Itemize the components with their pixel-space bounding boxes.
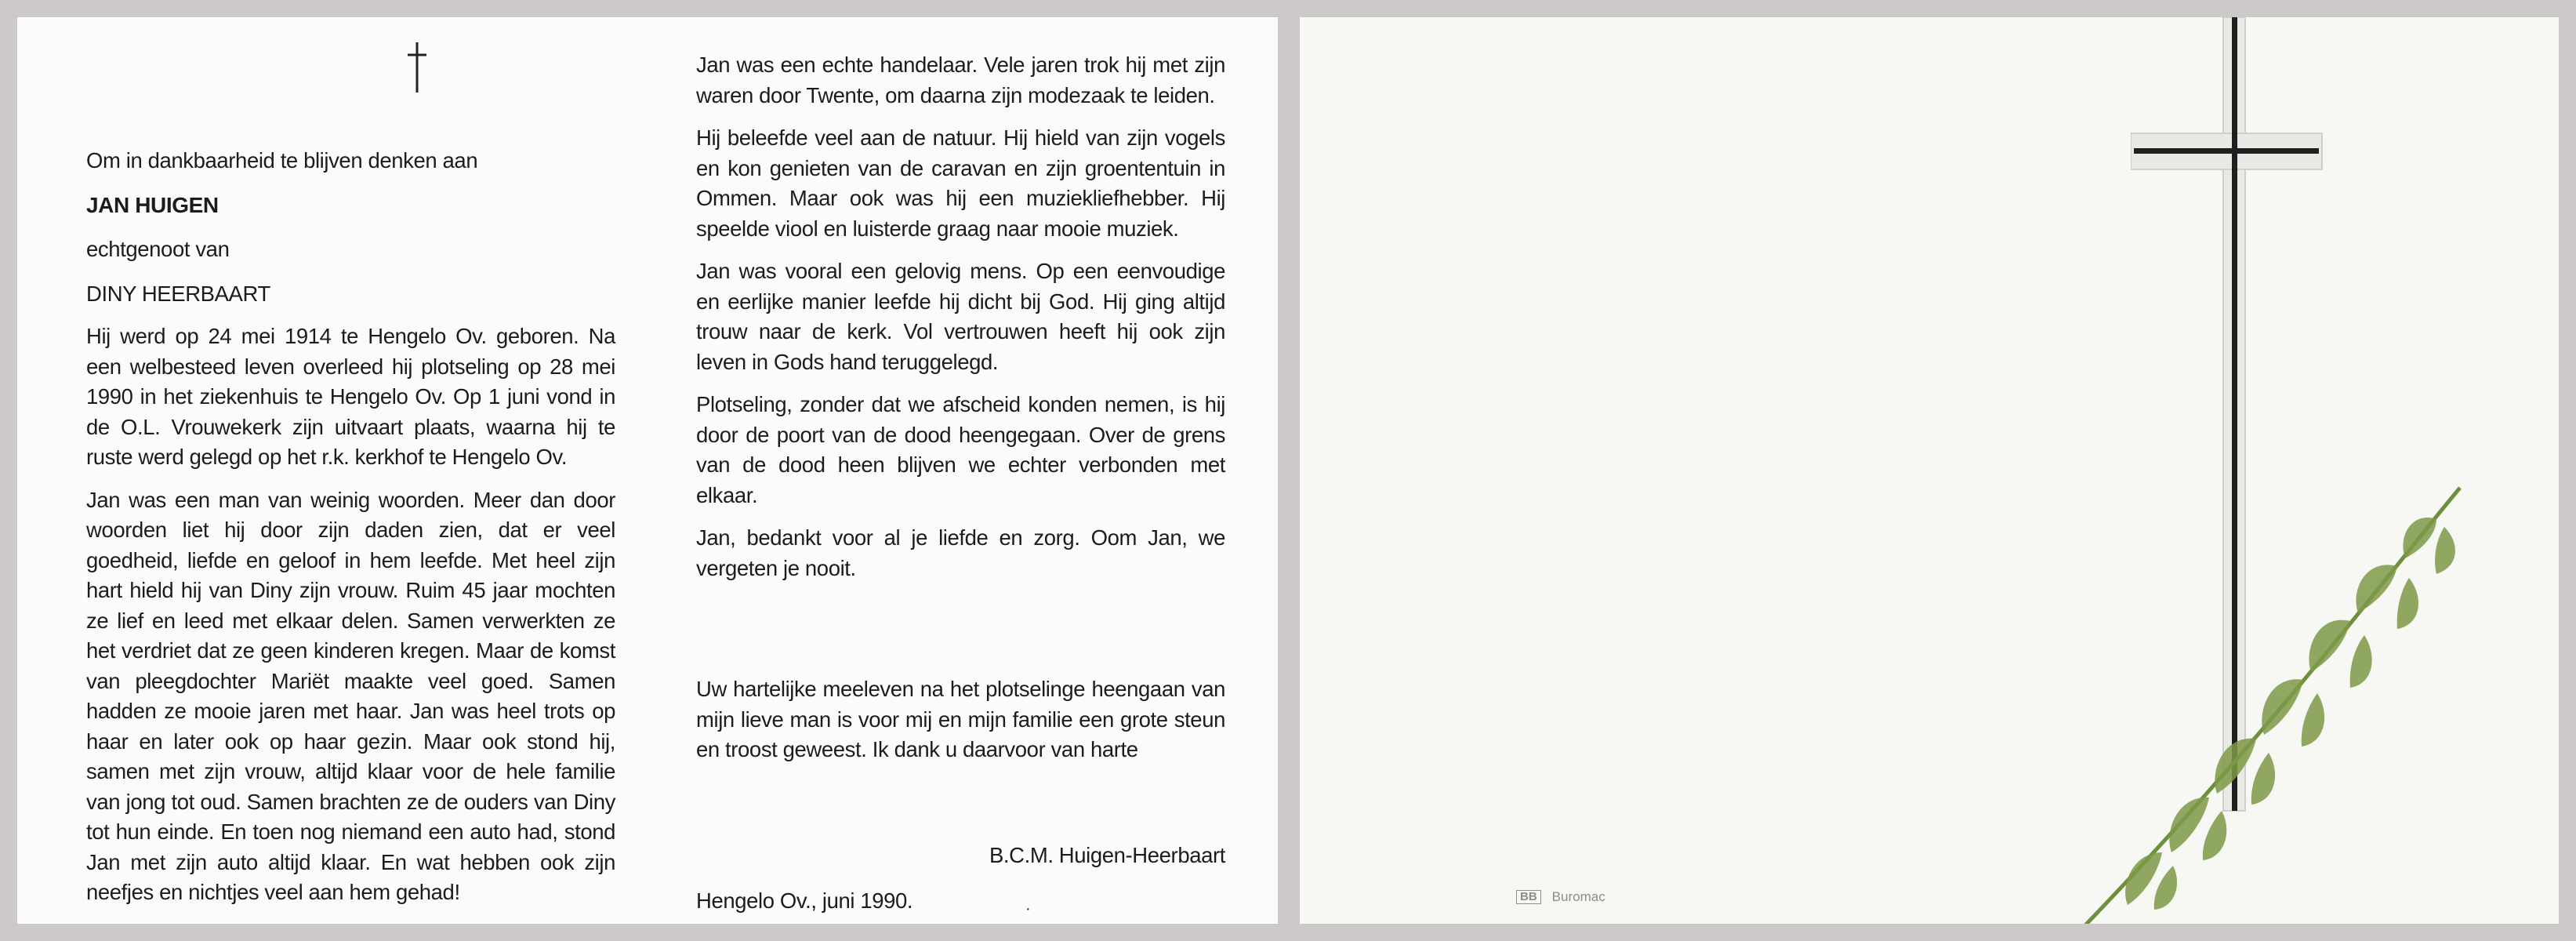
memorial-intro: [86, 146, 615, 309]
small-cross-icon: [401, 41, 433, 96]
paragraph-character: Jan was een man van weinig woorden. Meer dan door woorden liet hij door zijn daden zien, dat er veel goedheid, liefde en geloof in hem leefde. Met heel zijn hart hield hij van Diny zijn vrouw. Ruim 45 jaar mochten ze lief en leed met elkaar delen. Samen verwerkten ze het verdriet dat ze geen kinderen kregen. Maar de komst van pleegdochter Mariët maakte veel goed. Samen hadden ze mooie jaren met haar. Jan was heel trots op haar en later ook op haar gezin. Maar ook stond hij, samen met zijn vrouw, altijd klaar voor de hele familie van jong tot oud. Samen brachten ze de ouders van Diny tot hun einde. En toen nog niemand een auto had, stond Jan met zijn auto altijd klaar. En wat hebben ook zijn neefjes en nichtjes veel aan hem gehad!: [86, 487, 615, 904]
paragraph-birth-death: Hij werd op 24 mei 1914 te Hengelo Ov. geboren. Na een welbesteed leven overleed hij plotseling op 28 mei 1990 in het ziekenhuis te Hengelo Ov. Op 1 juni vond in de O.L. Vrouwekerk zijn uitvaart plaats, waarna hij te ruste werd gelegd op het r.k. kerkhof te Hengelo Ov.: [86, 324, 615, 469]
prayer-card-cover: [1300, 17, 2559, 924]
prayer-card-inside: [17, 17, 1278, 924]
deceased-name: JAN HUIGEN: [86, 192, 219, 217]
spouse-name: DINY HEERBAART: [86, 281, 270, 306]
printer-imprint: [1516, 889, 1605, 905]
signature: B.C.M. Huigen-Heerbaart: [989, 843, 1225, 867]
paragraph-nature: Hij beleefde veel aan de natuur. Hij hield van zijn vogels en kon genieten van de caravan en zijn groententuin in Ommen. Maar ook was hij een muziekliefhebber. Hij speelde viool en luisterde graag naar mooie muziek.: [696, 125, 1225, 241]
paragraph-faith: Jan was vooral een gelovig mens. Op een eenvoudige en eerlijke manier leefde hij dicht bij God. Hij ging altijd trouw naar de kerk. Vol vertrouwen heeft hij ook zijn leven in Gods hand teruggelegd.: [696, 259, 1225, 374]
paragraph-thanks-jan: Jan, bedankt voor al je liefde en zorg. Oom Jan, we vergeten je nooit.: [696, 525, 1225, 580]
maker-logo: BB: [1516, 890, 1541, 904]
palm-branch-icon: [2068, 464, 2476, 924]
intro-line: Om in dankbaarheid te blijven denken aan: [86, 148, 478, 173]
maker-name: Buromac: [1551, 889, 1605, 904]
relation-line: echtgenoot van: [86, 237, 230, 261]
paragraph-work: Jan was een echte handelaar. Vele jaren trok hij met zijn waren door Twente, om daarna zijn modezaak te leiden.: [696, 53, 1225, 107]
left-body-text: [86, 322, 615, 908]
paragraph-farewell: Plotseling, zonder dat we afscheid konden nemen, is hij door de poort van de dood heengegaan. Over de grens van de dood heen blijven we echter verbonden met elkaar.: [696, 392, 1225, 507]
thanks-text: Uw hartelijke meeleven na het plotselinge heengaan van mijn lieve man is voor mij en mijn familie een grote steun en troost geweest. Ik dank u daarvoor van harte: [696, 677, 1225, 761]
right-body-text: [696, 50, 1225, 583]
decorative-dot: ·: [1025, 900, 1031, 917]
place-date: Hengelo Ov., juni 1990.: [696, 888, 913, 913]
